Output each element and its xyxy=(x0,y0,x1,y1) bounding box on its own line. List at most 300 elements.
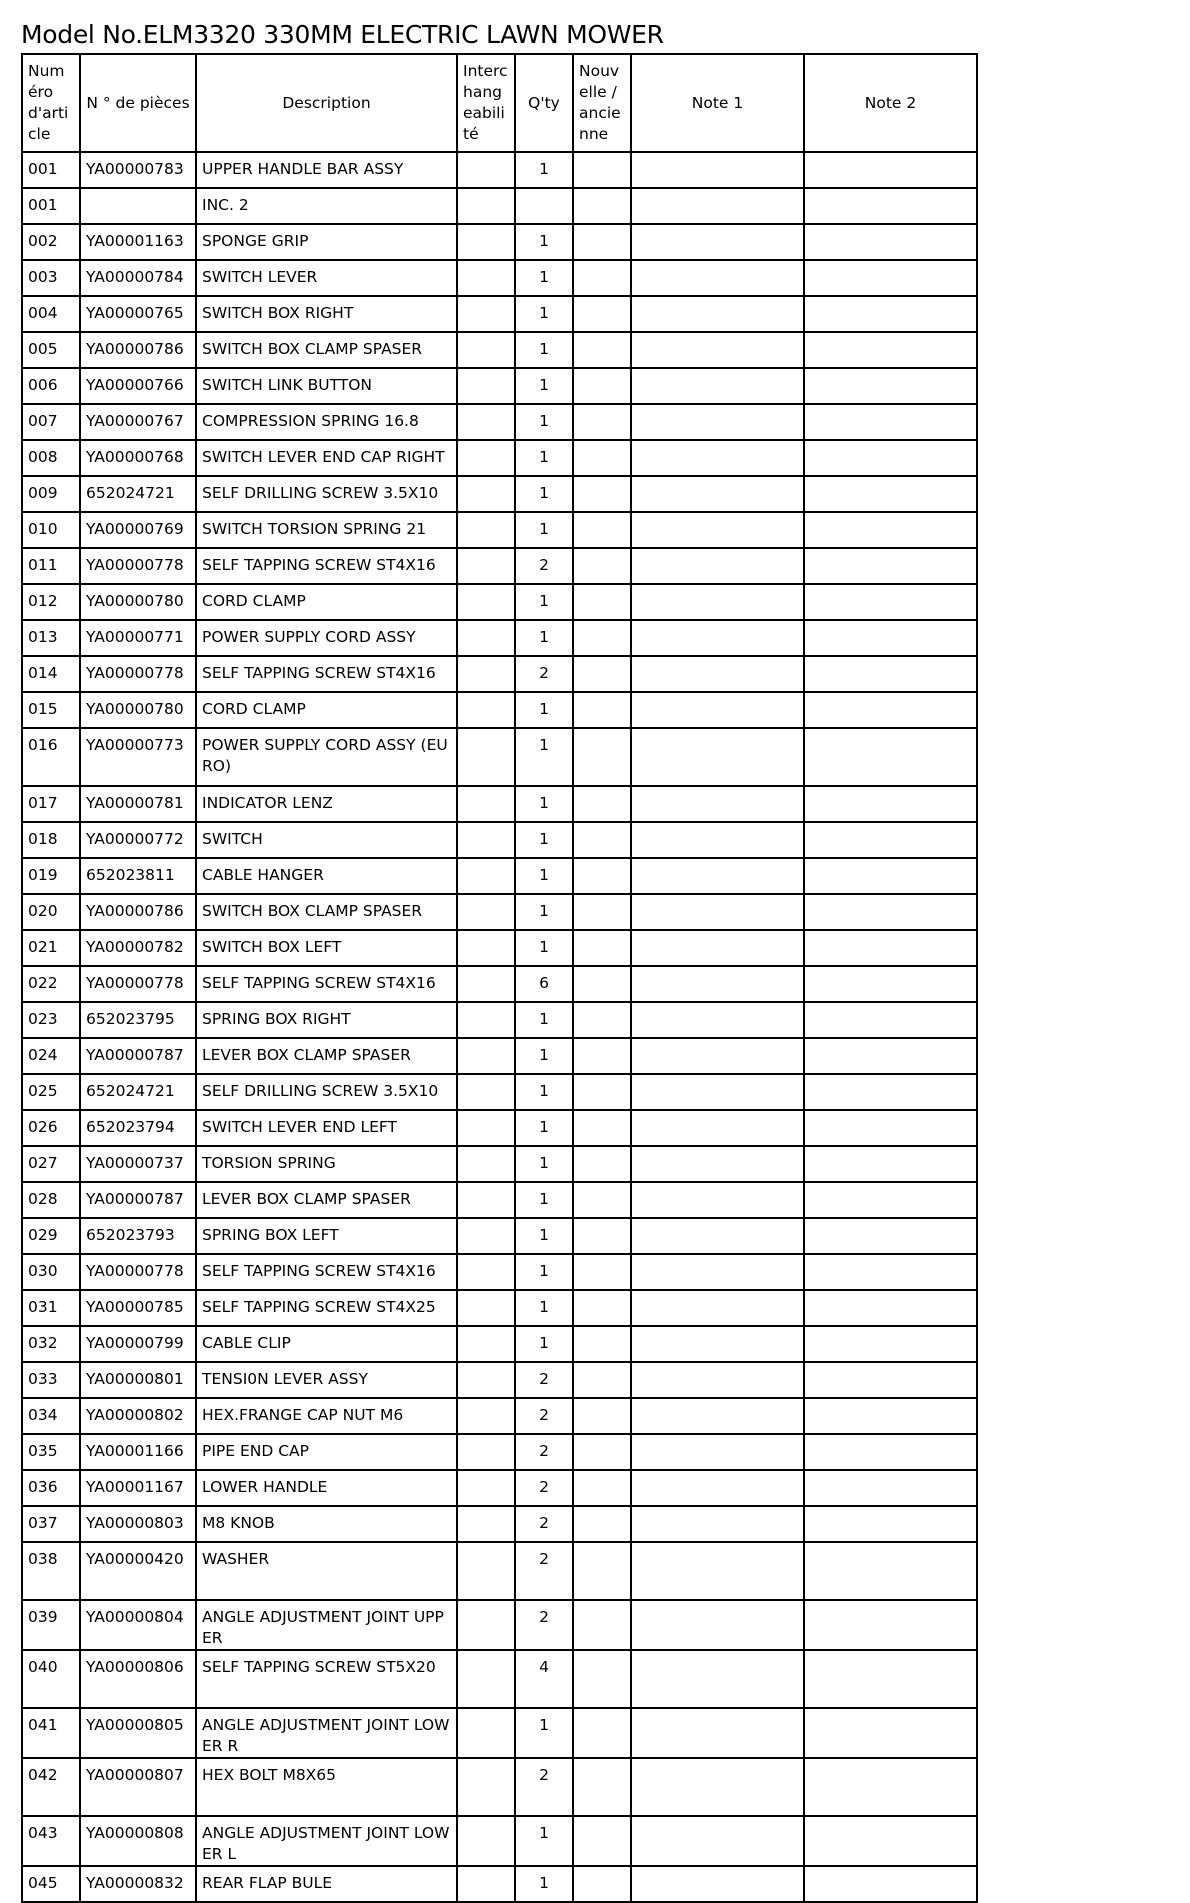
new-old-cell xyxy=(573,822,631,858)
new-old-cell xyxy=(573,404,631,440)
interchangeability-cell xyxy=(457,260,515,296)
qty-cell: 2 xyxy=(515,1470,573,1506)
table-row xyxy=(22,1362,977,1398)
interchangeability-cell xyxy=(457,1146,515,1182)
note-1-cell xyxy=(631,1708,804,1758)
description-cell: CABLE HANGER xyxy=(196,858,457,894)
table-row xyxy=(22,728,977,786)
note-1-cell xyxy=(631,1146,804,1182)
interchangeability-cell xyxy=(457,1866,515,1902)
note-1-cell xyxy=(631,1542,804,1600)
qty-cell: 1 xyxy=(515,786,573,822)
note-2-cell xyxy=(804,152,977,188)
qty-cell: 1 xyxy=(515,332,573,368)
note-1-cell xyxy=(631,620,804,656)
note-2-cell xyxy=(804,260,977,296)
new-old-cell xyxy=(573,1002,631,1038)
note-2-cell xyxy=(804,1708,977,1758)
new-old-cell xyxy=(573,1110,631,1146)
description-cell: ANGLE ADJUSTMENT JOINT LOWER L xyxy=(196,1816,457,1866)
note-2-cell xyxy=(804,1866,977,1902)
note-1-cell xyxy=(631,1866,804,1902)
table-row xyxy=(22,1758,977,1816)
note-1-cell xyxy=(631,260,804,296)
part-no-cell: YA00000420 xyxy=(80,1542,196,1600)
qty-cell: 2 xyxy=(515,1600,573,1650)
table-row xyxy=(22,1002,977,1038)
item-no-cell: 026 xyxy=(22,1110,80,1146)
note-2-cell xyxy=(804,440,977,476)
table-row xyxy=(22,152,977,188)
table-row xyxy=(22,1110,977,1146)
table-row xyxy=(22,1708,977,1758)
page-title: Model No.ELM3320 330MM ELECTRIC LAWN MOWER xyxy=(21,20,664,49)
item-no-cell: 042 xyxy=(22,1758,80,1816)
qty-cell: 1 xyxy=(515,1290,573,1326)
note-1-cell xyxy=(631,440,804,476)
part-no-cell: YA00000771 xyxy=(80,620,196,656)
qty-cell: 4 xyxy=(515,1650,573,1708)
item-no-cell: 028 xyxy=(22,1182,80,1218)
part-no-cell: YA00000787 xyxy=(80,1038,196,1074)
note-1-cell xyxy=(631,1600,804,1650)
table-row xyxy=(22,476,977,512)
note-1-cell xyxy=(631,894,804,930)
new-old-cell xyxy=(573,1290,631,1326)
interchangeability-cell xyxy=(457,1218,515,1254)
part-no-cell: YA00000778 xyxy=(80,1254,196,1290)
part-no-cell: YA00000808 xyxy=(80,1816,196,1866)
table-row xyxy=(22,1398,977,1434)
qty-cell: 1 xyxy=(515,930,573,966)
description-cell: ANGLE ADJUSTMENT JOINT LOWER R xyxy=(196,1708,457,1758)
item-no-cell: 022 xyxy=(22,966,80,1002)
item-no-cell: 035 xyxy=(22,1434,80,1470)
item-no-cell: 031 xyxy=(22,1290,80,1326)
note-2-cell xyxy=(804,966,977,1002)
interchangeability-cell xyxy=(457,224,515,260)
part-no-cell: YA00000801 xyxy=(80,1362,196,1398)
parts-table-body xyxy=(22,152,977,1902)
note-1-cell xyxy=(631,1110,804,1146)
description-cell: SELF TAPPING SCREW ST4X16 xyxy=(196,966,457,1002)
note-2-cell xyxy=(804,1816,977,1866)
note-2-cell xyxy=(804,1002,977,1038)
new-old-cell xyxy=(573,1506,631,1542)
table-row xyxy=(22,1218,977,1254)
qty-cell: 2 xyxy=(515,656,573,692)
new-old-cell xyxy=(573,188,631,224)
table-row xyxy=(22,656,977,692)
note-2-cell xyxy=(804,1600,977,1650)
interchangeability-cell xyxy=(457,1758,515,1816)
table-row xyxy=(22,1326,977,1362)
col-header-part-no: N ° de pièces xyxy=(80,54,196,152)
item-no-cell: 027 xyxy=(22,1146,80,1182)
note-1-cell xyxy=(631,404,804,440)
qty-cell: 1 xyxy=(515,1866,573,1902)
note-1-cell xyxy=(631,476,804,512)
item-no-cell: 023 xyxy=(22,1002,80,1038)
note-1-cell xyxy=(631,1218,804,1254)
qty-cell: 1 xyxy=(515,368,573,404)
part-no-cell: YA00000765 xyxy=(80,296,196,332)
qty-cell: 1 xyxy=(515,512,573,548)
new-old-cell xyxy=(573,786,631,822)
item-no-cell: 013 xyxy=(22,620,80,656)
qty-cell: 2 xyxy=(515,1758,573,1816)
qty-cell: 1 xyxy=(515,858,573,894)
interchangeability-cell xyxy=(457,152,515,188)
description-cell: SWITCH xyxy=(196,822,457,858)
new-old-cell xyxy=(573,296,631,332)
interchangeability-cell xyxy=(457,188,515,224)
description-cell: INDICATOR LENZ xyxy=(196,786,457,822)
note-2-cell xyxy=(804,404,977,440)
new-old-cell xyxy=(573,930,631,966)
note-2-cell xyxy=(804,1506,977,1542)
item-no-cell: 020 xyxy=(22,894,80,930)
new-old-cell xyxy=(573,1650,631,1708)
description-cell: SWITCH LEVER END LEFT xyxy=(196,1110,457,1146)
note-1-cell xyxy=(631,1038,804,1074)
note-2-cell xyxy=(804,858,977,894)
item-no-cell: 014 xyxy=(22,656,80,692)
note-1-cell xyxy=(631,1758,804,1816)
new-old-cell xyxy=(573,1816,631,1866)
new-old-cell xyxy=(573,224,631,260)
note-1-cell xyxy=(631,548,804,584)
qty-cell: 2 xyxy=(515,1542,573,1600)
qty-cell: 1 xyxy=(515,1038,573,1074)
note-2-cell xyxy=(804,1398,977,1434)
part-no-cell: YA00001166 xyxy=(80,1434,196,1470)
qty-cell: 1 xyxy=(515,822,573,858)
qty-cell: 2 xyxy=(515,1434,573,1470)
note-2-cell xyxy=(804,1038,977,1074)
item-no-cell: 040 xyxy=(22,1650,80,1708)
table-row xyxy=(22,1542,977,1600)
part-no-cell: YA00000783 xyxy=(80,152,196,188)
note-2-cell xyxy=(804,476,977,512)
interchangeability-cell xyxy=(457,894,515,930)
qty-cell: 1 xyxy=(515,404,573,440)
interchangeability-cell xyxy=(457,1398,515,1434)
item-no-cell: 033 xyxy=(22,1362,80,1398)
interchangeability-cell xyxy=(457,440,515,476)
note-2-cell xyxy=(804,620,977,656)
description-cell: SELF DRILLING SCREW 3.5X10 xyxy=(196,1074,457,1110)
item-no-cell: 002 xyxy=(22,224,80,260)
interchangeability-cell xyxy=(457,1182,515,1218)
item-no-cell: 037 xyxy=(22,1506,80,1542)
table-row xyxy=(22,368,977,404)
description-cell: HEX BOLT M8X65 xyxy=(196,1758,457,1816)
description-cell: INC. 2 xyxy=(196,188,457,224)
table-row xyxy=(22,1254,977,1290)
qty-cell: 1 xyxy=(515,1218,573,1254)
part-no-cell: YA00000799 xyxy=(80,1326,196,1362)
description-cell: LOWER HANDLE xyxy=(196,1470,457,1506)
new-old-cell xyxy=(573,1470,631,1506)
note-2-cell xyxy=(804,296,977,332)
part-no-cell: YA00000769 xyxy=(80,512,196,548)
new-old-cell xyxy=(573,440,631,476)
note-1-cell xyxy=(631,822,804,858)
part-no-cell: YA00000782 xyxy=(80,930,196,966)
part-no-cell: YA00000804 xyxy=(80,1600,196,1650)
part-no-cell: YA00000773 xyxy=(80,728,196,786)
interchangeability-cell xyxy=(457,1074,515,1110)
description-cell: SPRING BOX LEFT xyxy=(196,1218,457,1254)
description-cell: SWITCH BOX CLAMP SPASER xyxy=(196,332,457,368)
qty-cell: 1 xyxy=(515,1110,573,1146)
interchangeability-cell xyxy=(457,296,515,332)
item-no-cell: 038 xyxy=(22,1542,80,1600)
table-row xyxy=(22,584,977,620)
description-cell: HEX.FRANGE CAP NUT M6 xyxy=(196,1398,457,1434)
description-cell: WASHER xyxy=(196,1542,457,1600)
qty-cell: 1 xyxy=(515,1816,573,1866)
interchangeability-cell xyxy=(457,1038,515,1074)
table-row xyxy=(22,1816,977,1866)
note-2-cell xyxy=(804,224,977,260)
note-2-cell xyxy=(804,188,977,224)
part-no-cell xyxy=(80,188,196,224)
note-2-cell xyxy=(804,930,977,966)
qty-cell: 1 xyxy=(515,894,573,930)
interchangeability-cell xyxy=(457,656,515,692)
qty-cell: 2 xyxy=(515,548,573,584)
description-cell: SPONGE GRIP xyxy=(196,224,457,260)
part-no-cell: YA00000785 xyxy=(80,1290,196,1326)
interchangeability-cell xyxy=(457,786,515,822)
description-cell: CORD CLAMP xyxy=(196,692,457,728)
table-row xyxy=(22,260,977,296)
note-1-cell xyxy=(631,786,804,822)
note-2-cell xyxy=(804,1218,977,1254)
part-no-cell: YA00000787 xyxy=(80,1182,196,1218)
interchangeability-cell xyxy=(457,822,515,858)
note-1-cell xyxy=(631,692,804,728)
table-row xyxy=(22,1146,977,1182)
part-no-cell: 652023794 xyxy=(80,1110,196,1146)
note-1-cell xyxy=(631,930,804,966)
part-no-cell: YA00000780 xyxy=(80,584,196,620)
new-old-cell xyxy=(573,368,631,404)
note-2-cell xyxy=(804,1362,977,1398)
description-cell: SWITCH TORSION SPRING 21 xyxy=(196,512,457,548)
description-cell: SWITCH BOX RIGHT xyxy=(196,296,457,332)
new-old-cell xyxy=(573,1866,631,1902)
item-no-cell: 015 xyxy=(22,692,80,728)
note-2-cell xyxy=(804,1290,977,1326)
interchangeability-cell xyxy=(457,1542,515,1600)
description-cell: REAR FLAP BULE xyxy=(196,1866,457,1902)
note-1-cell xyxy=(631,1434,804,1470)
note-1-cell xyxy=(631,1506,804,1542)
item-no-cell: 005 xyxy=(22,332,80,368)
description-cell: TORSION SPRING xyxy=(196,1146,457,1182)
qty-cell: 1 xyxy=(515,1708,573,1758)
table-row xyxy=(22,296,977,332)
interchangeability-cell xyxy=(457,476,515,512)
qty-cell xyxy=(515,188,573,224)
item-no-cell: 003 xyxy=(22,260,80,296)
table-row xyxy=(22,620,977,656)
description-cell: TENSI0N LEVER ASSY xyxy=(196,1362,457,1398)
description-cell: M8 KNOB xyxy=(196,1506,457,1542)
item-no-cell: 019 xyxy=(22,858,80,894)
interchangeability-cell xyxy=(457,1326,515,1362)
item-no-cell: 001 xyxy=(22,188,80,224)
note-2-cell xyxy=(804,584,977,620)
interchangeability-cell xyxy=(457,1506,515,1542)
note-2-cell xyxy=(804,786,977,822)
item-no-cell: 010 xyxy=(22,512,80,548)
description-cell: LEVER BOX CLAMP SPASER xyxy=(196,1038,457,1074)
table-row xyxy=(22,822,977,858)
new-old-cell xyxy=(573,1038,631,1074)
part-no-cell: YA00000806 xyxy=(80,1650,196,1708)
part-no-cell: YA00000778 xyxy=(80,548,196,584)
item-no-cell: 018 xyxy=(22,822,80,858)
col-header-note-2: Note 2 xyxy=(804,54,977,152)
part-no-cell: YA00000767 xyxy=(80,404,196,440)
new-old-cell xyxy=(573,1182,631,1218)
note-2-cell xyxy=(804,1470,977,1506)
part-no-cell: 652023793 xyxy=(80,1218,196,1254)
note-2-cell xyxy=(804,368,977,404)
description-cell: SELF TAPPING SCREW ST4X16 xyxy=(196,656,457,692)
part-no-cell: YA00000766 xyxy=(80,368,196,404)
table-row xyxy=(22,1866,977,1902)
table-row xyxy=(22,512,977,548)
table-row xyxy=(22,1506,977,1542)
new-old-cell xyxy=(573,584,631,620)
table-row xyxy=(22,966,977,1002)
interchangeability-cell xyxy=(457,368,515,404)
qty-cell: 1 xyxy=(515,1182,573,1218)
part-no-cell: YA00000778 xyxy=(80,656,196,692)
description-cell: SWITCH LEVER END CAP RIGHT xyxy=(196,440,457,476)
table-row xyxy=(22,1600,977,1650)
item-no-cell: 021 xyxy=(22,930,80,966)
part-no-cell: YA00000780 xyxy=(80,692,196,728)
qty-cell: 1 xyxy=(515,152,573,188)
table-row xyxy=(22,440,977,476)
part-no-cell: YA00000768 xyxy=(80,440,196,476)
new-old-cell xyxy=(573,332,631,368)
note-1-cell xyxy=(631,1182,804,1218)
note-1-cell xyxy=(631,1470,804,1506)
note-1-cell xyxy=(631,1398,804,1434)
description-cell: SWITCH LINK BUTTON xyxy=(196,368,457,404)
note-1-cell xyxy=(631,1074,804,1110)
new-old-cell xyxy=(573,692,631,728)
note-1-cell xyxy=(631,1650,804,1708)
interchangeability-cell xyxy=(457,1290,515,1326)
note-1-cell xyxy=(631,966,804,1002)
note-1-cell xyxy=(631,188,804,224)
description-cell: CABLE CLIP xyxy=(196,1326,457,1362)
new-old-cell xyxy=(573,858,631,894)
new-old-cell xyxy=(573,1542,631,1600)
table-row xyxy=(22,1074,977,1110)
new-old-cell xyxy=(573,728,631,786)
new-old-cell xyxy=(573,548,631,584)
col-header-note-1: Note 1 xyxy=(631,54,804,152)
description-cell: SELF TAPPING SCREW ST4X25 xyxy=(196,1290,457,1326)
note-2-cell xyxy=(804,1758,977,1816)
qty-cell: 1 xyxy=(515,584,573,620)
new-old-cell xyxy=(573,152,631,188)
part-no-cell: 652024721 xyxy=(80,476,196,512)
table-row xyxy=(22,1650,977,1708)
part-no-cell: YA00000802 xyxy=(80,1398,196,1434)
interchangeability-cell xyxy=(457,584,515,620)
note-2-cell xyxy=(804,1650,977,1708)
new-old-cell xyxy=(573,656,631,692)
description-cell: SELF DRILLING SCREW 3.5X10 xyxy=(196,476,457,512)
note-2-cell xyxy=(804,894,977,930)
col-header-new-old: Nouvelle / ancienne xyxy=(573,54,631,152)
new-old-cell xyxy=(573,1146,631,1182)
new-old-cell xyxy=(573,260,631,296)
qty-cell: 2 xyxy=(515,1506,573,1542)
part-no-cell: 652023795 xyxy=(80,1002,196,1038)
item-no-cell: 009 xyxy=(22,476,80,512)
table-row xyxy=(22,224,977,260)
qty-cell: 6 xyxy=(515,966,573,1002)
part-no-cell: YA00001163 xyxy=(80,224,196,260)
item-no-cell: 030 xyxy=(22,1254,80,1290)
item-no-cell: 045 xyxy=(22,1866,80,1902)
table-row xyxy=(22,1470,977,1506)
item-no-cell: 012 xyxy=(22,584,80,620)
table-row xyxy=(22,930,977,966)
item-no-cell: 008 xyxy=(22,440,80,476)
note-2-cell xyxy=(804,1110,977,1146)
item-no-cell: 007 xyxy=(22,404,80,440)
interchangeability-cell xyxy=(457,1470,515,1506)
table-row xyxy=(22,1434,977,1470)
qty-cell: 1 xyxy=(515,1146,573,1182)
qty-cell: 1 xyxy=(515,1326,573,1362)
new-old-cell xyxy=(573,1398,631,1434)
qty-cell: 1 xyxy=(515,692,573,728)
part-no-cell: YA00000786 xyxy=(80,894,196,930)
part-no-cell: YA00000803 xyxy=(80,1506,196,1542)
col-header-item-no: Numéro d'article xyxy=(22,54,80,152)
qty-cell: 1 xyxy=(515,296,573,332)
note-1-cell xyxy=(631,152,804,188)
part-no-cell: YA00000786 xyxy=(80,332,196,368)
table-row xyxy=(22,786,977,822)
item-no-cell: 036 xyxy=(22,1470,80,1506)
col-header-qty: Q'ty xyxy=(515,54,573,152)
description-cell: COMPRESSION SPRING 16.8 xyxy=(196,404,457,440)
note-2-cell xyxy=(804,728,977,786)
interchangeability-cell xyxy=(457,930,515,966)
new-old-cell xyxy=(573,966,631,1002)
note-1-cell xyxy=(631,1290,804,1326)
note-2-cell xyxy=(804,1326,977,1362)
description-cell: SELF TAPPING SCREW ST4X16 xyxy=(196,1254,457,1290)
col-header-description: Description xyxy=(196,54,457,152)
note-1-cell xyxy=(631,1362,804,1398)
description-cell: POWER SUPPLY CORD ASSY xyxy=(196,620,457,656)
